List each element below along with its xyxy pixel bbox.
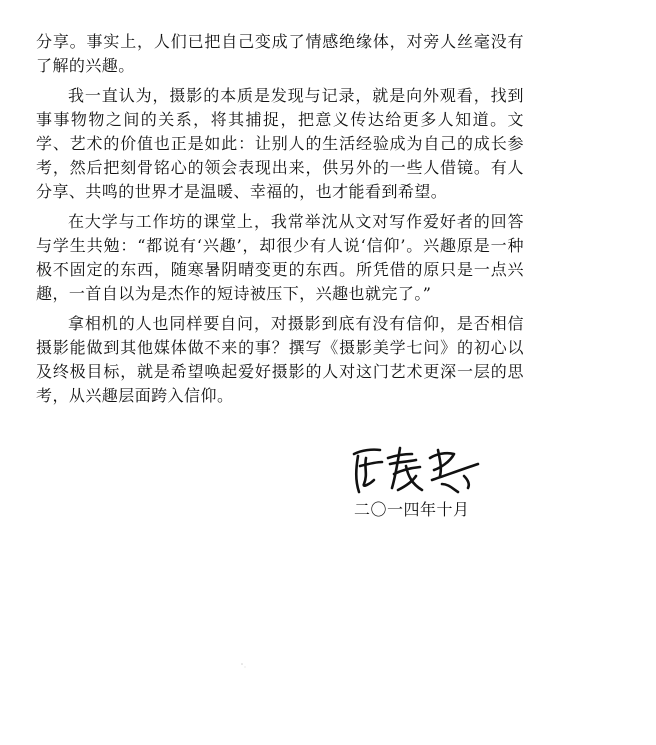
paragraph-4: 拿相机的人也同样要自问，对摄影到底有没有信仰，是否相信摄影能做到其他媒体做不来的事？撰写《摄影美学七问》的初心以及终极目标，就是希望唤起爱好摄影的人对这门艺术更深一层的思考，从兴趣层面跨入信仰。 xyxy=(36,314,524,405)
handwritten-signature xyxy=(350,440,482,498)
body-text xyxy=(36,30,524,408)
paragraph-1: 分享。事实上，人们已把自己变成了情感绝缘体，对旁人丝毫没有了解的兴趣。 xyxy=(36,32,524,75)
paper-speck xyxy=(240,662,248,670)
paragraph-2: 我一直认为，摄影的本质是发现与记录，就是向外观看，找到事事物物之间的关系，将其捕捉，把意义传达给更多人知道。文学、艺术的价值也正是如此：让别人的生活经验成为自己的成长参考，然后把刻骨铭心的领会表现出来，供另外的一些人借镜。有人分享、共鸣的世界才是温暖、幸福的，也才能看到希望。 xyxy=(36,86,524,201)
signature-date: 二〇一四年十月 xyxy=(354,500,470,519)
paragraph-3: 在大学与工作坊的课堂上，我常举沈从文对写作爱好者的回答与学生共勉：“都说有‘兴趣’，却很少有人说‘信仰’。兴趣原是一种极不固定的东西，随寒暑阴晴变更的东西。所凭借的原只是一点兴趣，一首自以为是杰作的短诗被压下，兴趣也就完了。” xyxy=(36,212,524,303)
